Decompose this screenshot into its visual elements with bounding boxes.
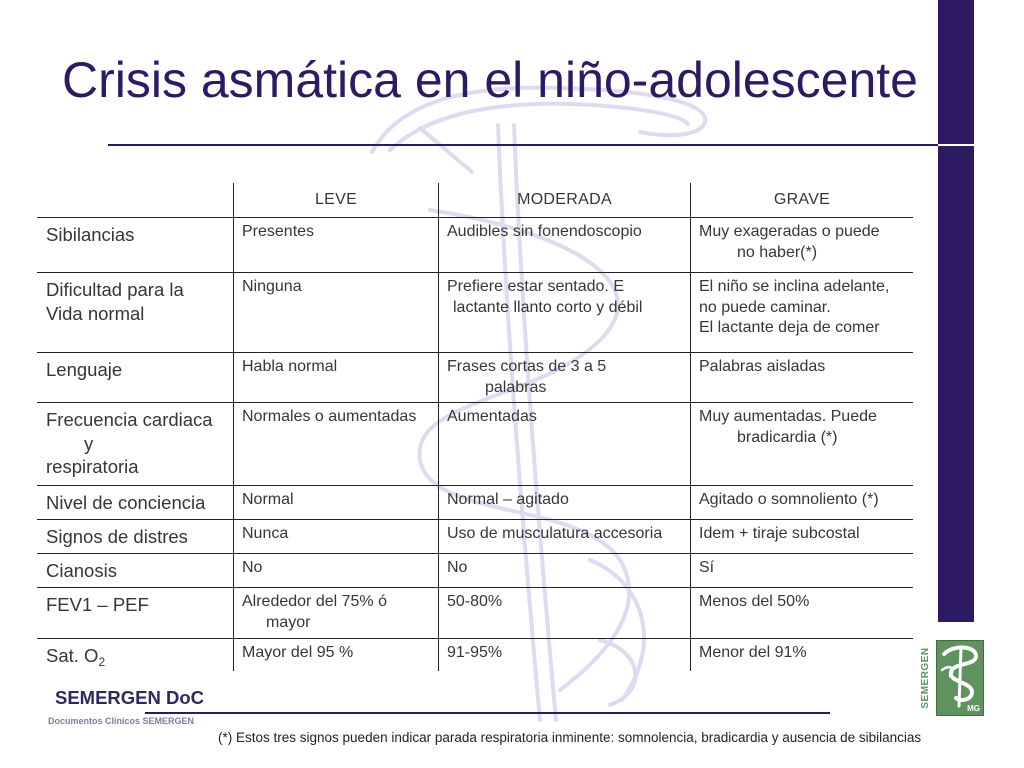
cell-text-line: bradicardia (*) [737,428,838,446]
cell-cianosis-moderada [438,553,690,587]
cell-sat-grave [690,638,913,671]
row-label-line [46,644,233,668]
cell-text-line: Menos del 50% [699,593,810,610]
cell-text-line: Alrededor del 75% ó [242,593,387,610]
row-label-frecuencia [37,402,233,485]
semergen-logo [936,640,984,716]
cell-text-line: Uso de musculatura accesoria [447,525,663,542]
cell-text-line: Agitado o somnoliento (*) [699,491,879,508]
cell-conciencia-leve [233,485,438,519]
cell-sibilancias-grave [690,217,913,272]
header-label: GRAVE [773,190,831,208]
cell-text-line: Presentes [242,223,315,240]
cell-text-line: Muy aumentadas. Puede [699,408,877,425]
cell-fev1-moderada [438,587,690,638]
row-label-line: Vida normal [46,302,145,324]
cell-distres-moderada [438,519,690,553]
cell-distres-leve [233,519,438,553]
cell-text-line: no puede caminar. [699,298,831,316]
row-label-sat-o2 [37,638,233,671]
cell-dificultad-moderada [438,272,690,352]
cell-fev1-grave [690,587,913,638]
cell-dificultad-leve [233,272,438,352]
cell-sibilancias-leve [233,217,438,272]
row-label-sibilancias [37,217,233,272]
row-label-line: Nivel de conciencia [46,492,206,513]
logo-vertical-text: SEMERGEN [920,647,931,709]
cell-text-line: Idem + tiraje subcostal [699,525,860,542]
cell-text-line: 50-80% [447,593,503,610]
cell-cianosis-grave [690,553,913,587]
cell-frecuencia-grave [690,402,913,485]
cell-sat-leve [233,638,438,671]
cell-sat-moderada [438,638,690,671]
cell-text-line: no haber(*) [737,243,818,261]
title-divider [108,144,938,146]
cell-text-line: No [242,559,263,576]
row-label-line: Sibilancias [46,224,135,245]
row-label-line: Lenguaje [46,359,123,380]
cell-text-line: Normal – agitado [447,491,569,508]
cell-text-line: Sí [699,559,715,576]
header-leve [233,183,438,217]
cell-text-line: palabras [485,378,547,396]
footnote: (*) Estos tres signos pueden indicar parada respiratoria inminente: somnolencia, bradicardia y ausencia de sibilancias [218,730,922,745]
header-grave [690,183,913,217]
footer-divider [145,712,830,714]
row-label-line: Cianosis [46,560,117,581]
cell-conciencia-moderada [438,485,690,519]
header-label: MODERADA [517,190,612,208]
brand-tagline: Documentos Clínicos SEMERGEN [48,716,195,726]
cell-text-line: Normal [242,491,294,508]
cell-text-line: 91-95% [447,644,503,661]
cell-lenguaje-moderada [438,352,690,402]
cell-dificultad-grave [690,272,913,352]
row-label-text: Sat. O [46,645,99,666]
title-divider-gap [938,144,974,146]
row-label-line: FEV1 – PEF [46,594,149,615]
row-label-subscript: 2 [98,655,106,669]
row-label-fev1-pef [37,587,233,638]
cell-text-line: Mayor del 95 % [242,644,354,661]
cell-text-line: Normales o aumentadas [242,408,417,425]
row-label-dificultad [37,272,233,352]
cell-text-line: Aumentadas [447,408,537,425]
cell-text-line: No [447,559,468,576]
logo-badge-text: MG [967,704,980,713]
row-label-line: Signos de distres [46,526,188,547]
cell-text-line: Muy exageradas o puede [699,223,880,240]
cell-text-line: Prefiere estar sentado. E [447,278,624,295]
cell-text-line: Nunca [242,525,289,542]
header-moderada [438,183,690,217]
cell-sibilancias-moderada [438,217,690,272]
cell-text-line: Frases cortas de 3 a 5 [447,358,607,375]
header-label: LEVE [314,190,358,208]
cell-text-line: lactante llanto corto y débil [453,298,643,316]
cell-text-line: Menor del 91% [699,644,807,661]
row-label-line: Dificultad para la [46,279,184,300]
cell-text-line: Palabras aisladas [699,358,826,375]
cell-text-line: Ninguna [242,278,302,295]
cell-fev1-leve [233,587,438,638]
cell-cianosis-leve [233,553,438,587]
cell-text-line: Audibles sin fonendoscopio [447,223,642,240]
cell-distres-grave [690,519,913,553]
cell-text-line: mayor [266,613,311,631]
row-label-signos-distres [37,519,233,553]
row-label-cianosis [37,553,233,587]
cell-lenguaje-leve [233,352,438,402]
cell-conciencia-grave [690,485,913,519]
side-accent-bar [938,0,974,622]
brand-logo-text: SEMERGEN DoC [55,687,205,708]
cell-text-line: El niño se inclina adelante, [699,278,890,295]
row-label-line: Frecuencia cardiaca [46,409,213,430]
row-label-line: y [84,432,94,454]
cell-text-line: Habla normal [242,358,338,375]
header-corner [37,183,233,217]
cell-frecuencia-leve [233,402,438,485]
cell-lenguaje-grave [690,352,913,402]
cell-text-line: El lactante deja de comer [699,319,880,336]
row-label-nivel-conciencia [37,485,233,519]
row-label-lenguaje [37,352,233,402]
slide-title: Crisis asmática en el niño-adolescente [62,52,918,108]
row-label-line: respiratoria [46,456,139,477]
cell-frecuencia-moderada [438,402,690,485]
severity-table [37,183,913,671]
